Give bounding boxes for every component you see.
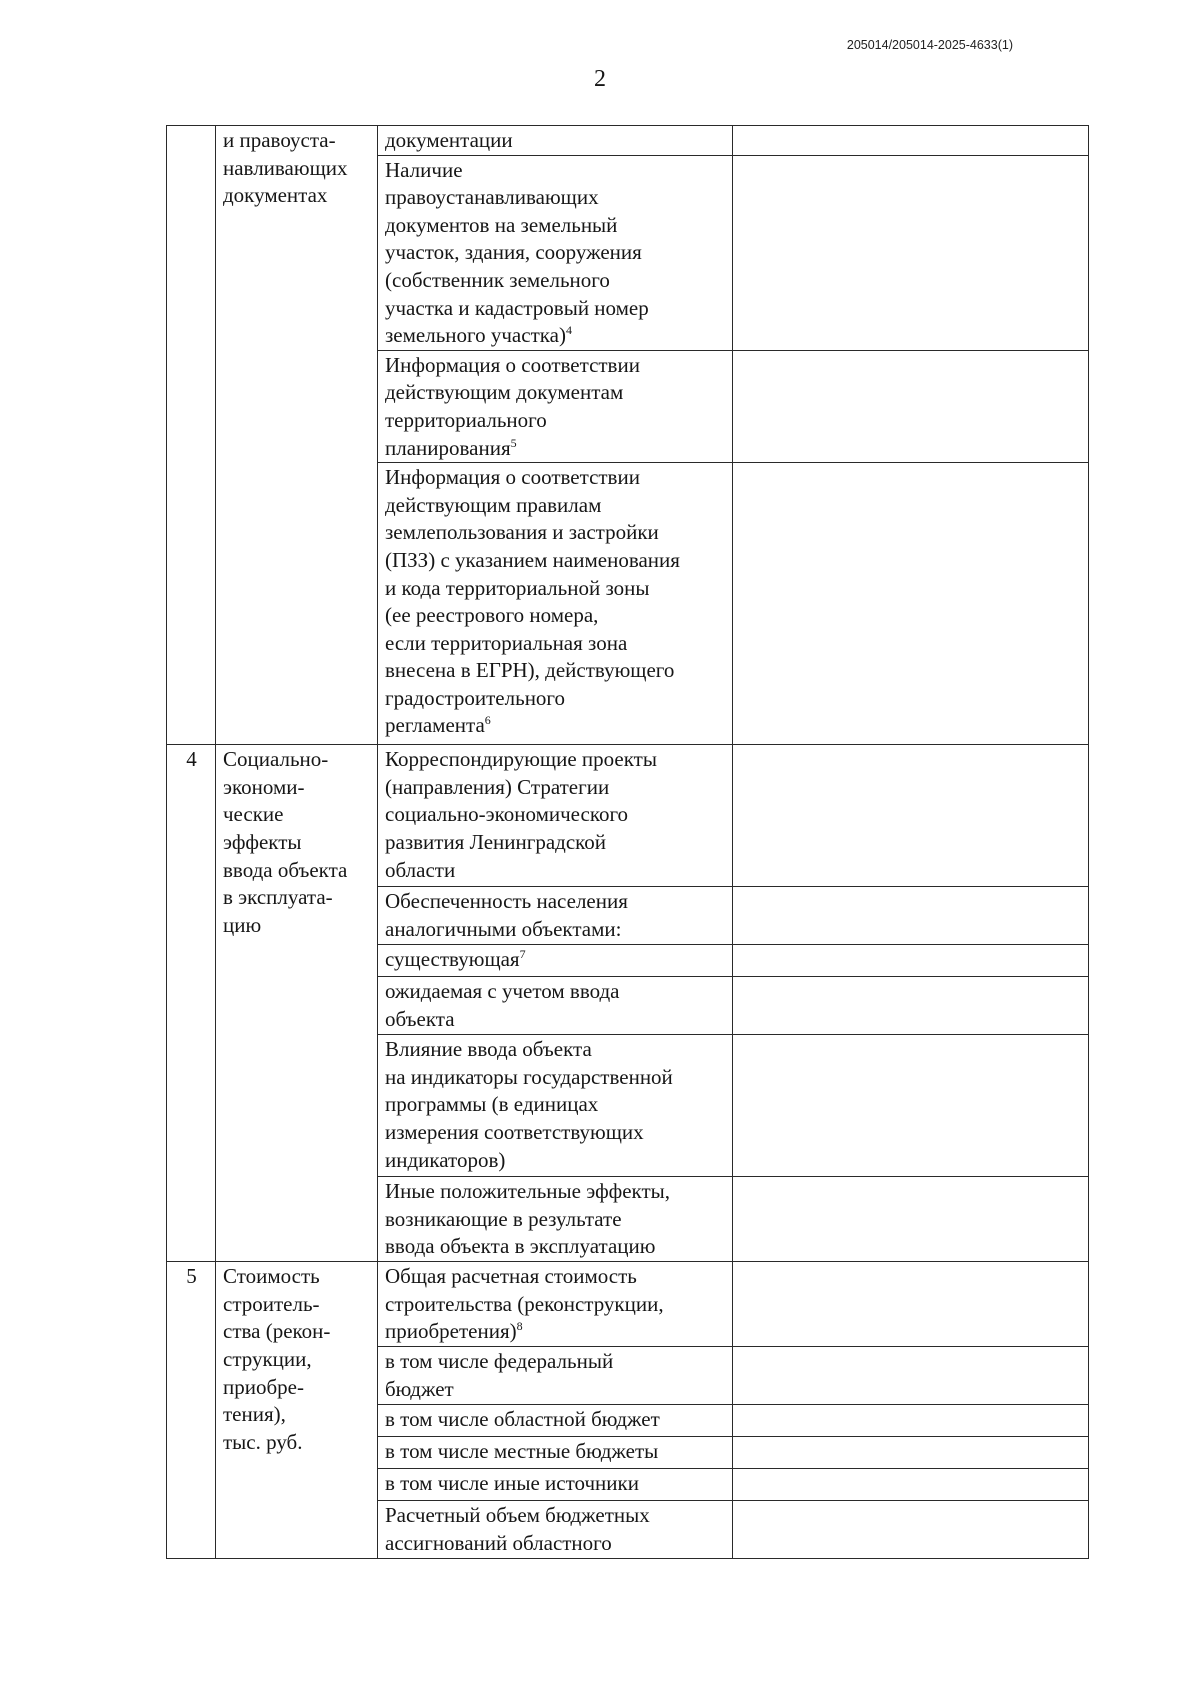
indicator-cell bbox=[378, 155, 733, 350]
indicator-text: программы (в единицах bbox=[385, 1092, 599, 1117]
indicator-line bbox=[385, 157, 726, 185]
indicator-text: Влияние ввода объекта bbox=[385, 1037, 592, 1062]
indicator-text: Иные положительные эффекты, bbox=[385, 1179, 670, 1204]
indicator-cell bbox=[378, 1177, 733, 1262]
indicator-line bbox=[385, 1064, 726, 1092]
indicator-line bbox=[385, 1318, 726, 1346]
document-id: 205014/205014-2025-4633(1) bbox=[846, 38, 1013, 52]
indicator-cell bbox=[378, 1437, 733, 1469]
indicator-line bbox=[385, 1091, 726, 1119]
indicator-text: ожидаемая с учетом ввода bbox=[385, 979, 620, 1004]
indicator-cell bbox=[378, 1501, 733, 1559]
indicator-line bbox=[385, 1147, 726, 1175]
indicator-line bbox=[385, 657, 726, 685]
row-number: 5 bbox=[186, 1264, 197, 1289]
indicator-text: существующая bbox=[385, 947, 520, 972]
section-title-line: цию bbox=[223, 912, 262, 937]
indicator-cell bbox=[378, 887, 733, 945]
section-title-line: Социально- bbox=[223, 747, 329, 772]
value-cell bbox=[733, 350, 1089, 462]
indicator-cell bbox=[378, 126, 733, 156]
indicator-text: планирования bbox=[385, 435, 511, 460]
indicator-cell bbox=[378, 1347, 733, 1405]
indicator-text: индикаторов) bbox=[385, 1147, 506, 1172]
indicator-text: измерения соответствующих bbox=[385, 1119, 644, 1144]
indicator-text: регламента bbox=[385, 713, 485, 738]
indicator-line bbox=[385, 1406, 726, 1434]
row-number-cell bbox=[167, 1262, 216, 1559]
indicator-cell bbox=[378, 977, 733, 1035]
indicator-text: Общая расчетная стоимость bbox=[385, 1264, 637, 1289]
section-title-cell bbox=[216, 745, 378, 1262]
indicator-text: правоустанавливающих bbox=[385, 185, 599, 210]
indicator-line bbox=[385, 1291, 726, 1319]
indicator-line bbox=[385, 1502, 726, 1530]
table-row bbox=[167, 1262, 1089, 1347]
indicator-line bbox=[385, 239, 726, 267]
section-title-line: эффекты bbox=[223, 829, 302, 854]
indicator-text: внесена в ЕГРН), действующего bbox=[385, 658, 675, 683]
indicator-text: градостроительного bbox=[385, 685, 566, 710]
indicator-text: действующим документам bbox=[385, 380, 624, 405]
indicator-line bbox=[385, 746, 726, 774]
indicator-line bbox=[385, 946, 726, 974]
indicator-line bbox=[385, 888, 726, 916]
indicator-text: Корреспондирующие проекты bbox=[385, 747, 657, 772]
indicator-line bbox=[385, 322, 726, 350]
indicator-text: (ПЗЗ) с указанием наименования bbox=[385, 547, 680, 572]
indicator-cell bbox=[378, 945, 733, 977]
section-title-cell bbox=[216, 1262, 378, 1559]
document-table bbox=[166, 125, 1089, 1559]
indicator-text: документов на земельный bbox=[385, 212, 618, 237]
section-title-line: тыс. руб. bbox=[223, 1429, 303, 1454]
value-cell bbox=[733, 945, 1089, 977]
value-cell bbox=[733, 887, 1089, 945]
value-cell bbox=[733, 1035, 1089, 1177]
section-title-line: приобре- bbox=[223, 1374, 304, 1399]
indicator-text: участка и кадастровый номер bbox=[385, 295, 649, 320]
indicator-line bbox=[385, 492, 726, 520]
indicator-cell bbox=[378, 463, 733, 745]
section-title-line: экономи- bbox=[223, 774, 305, 799]
indicator-line bbox=[385, 1006, 726, 1034]
row-number-cell bbox=[167, 126, 216, 745]
indicator-line bbox=[385, 801, 726, 829]
indicator-text: приобретения) bbox=[385, 1319, 517, 1344]
value-cell bbox=[733, 1347, 1089, 1405]
indicator-text: Информация о соответствии bbox=[385, 465, 640, 490]
indicator-text: в том числе иные источники bbox=[385, 1471, 639, 1496]
table-row bbox=[167, 745, 1089, 887]
indicator-line bbox=[385, 1206, 726, 1234]
value-cell bbox=[733, 1177, 1089, 1262]
indicator-text: землепользования и застройки bbox=[385, 520, 659, 545]
indicator-line bbox=[385, 575, 726, 603]
footnote-marker: 7 bbox=[519, 947, 526, 962]
indicator-text: бюджет bbox=[385, 1376, 454, 1401]
indicator-line bbox=[385, 1470, 726, 1498]
indicator-text: Расчетный объем бюджетных bbox=[385, 1503, 650, 1528]
indicator-text: строительства (реконструкции, bbox=[385, 1291, 664, 1316]
indicator-line bbox=[385, 1530, 726, 1558]
indicator-cell bbox=[378, 1405, 733, 1437]
indicator-text: (собственник земельного bbox=[385, 267, 610, 292]
indicator-line bbox=[385, 1119, 726, 1147]
indicator-text: аналогичными объектами: bbox=[385, 916, 622, 941]
indicator-line bbox=[385, 127, 726, 155]
value-cell bbox=[733, 1469, 1089, 1501]
indicator-cell bbox=[378, 1262, 733, 1347]
indicator-cell bbox=[378, 1035, 733, 1177]
section-title-line: строитель- bbox=[223, 1291, 320, 1316]
indicator-line bbox=[385, 184, 726, 212]
indicator-cell bbox=[378, 350, 733, 462]
value-cell bbox=[733, 155, 1089, 350]
indicator-line bbox=[385, 212, 726, 240]
indicator-text: участок, здания, сооружения bbox=[385, 240, 642, 265]
section-title-cell bbox=[216, 126, 378, 745]
indicator-line bbox=[385, 857, 726, 885]
section-title-line: и правоуста- bbox=[223, 128, 336, 152]
indicator-text: Наличие bbox=[385, 157, 463, 182]
indicator-text: (направления) Стратегии bbox=[385, 774, 610, 799]
section-title-line: ческие bbox=[223, 802, 284, 827]
indicator-line bbox=[385, 712, 726, 740]
footnote-marker: 8 bbox=[516, 1319, 523, 1334]
indicator-line bbox=[385, 267, 726, 295]
value-cell bbox=[733, 1262, 1089, 1347]
indicator-line bbox=[385, 829, 726, 857]
value-cell bbox=[733, 977, 1089, 1035]
value-cell bbox=[733, 745, 1089, 887]
indicator-line bbox=[385, 407, 726, 435]
value-cell bbox=[733, 126, 1089, 156]
indicator-line bbox=[385, 435, 726, 463]
section-title-line: документах bbox=[223, 183, 328, 208]
footnote-marker: 6 bbox=[484, 713, 491, 728]
value-cell bbox=[733, 1405, 1089, 1437]
indicator-line bbox=[385, 978, 726, 1006]
indicator-line bbox=[385, 1438, 726, 1466]
indicator-line bbox=[385, 1233, 726, 1261]
indicator-text: объекта bbox=[385, 1006, 455, 1031]
indicator-text: области bbox=[385, 857, 456, 882]
indicator-text: развития Ленинградской bbox=[385, 829, 607, 854]
page-number: 2 bbox=[594, 66, 606, 92]
indicator-text: документации bbox=[385, 128, 513, 152]
value-cell bbox=[733, 1437, 1089, 1469]
section-title-line: Стоимость bbox=[223, 1264, 320, 1289]
indicator-text: территориального bbox=[385, 407, 547, 432]
indicator-line bbox=[385, 295, 726, 323]
indicator-text: в том числе федеральный bbox=[385, 1349, 614, 1374]
indicator-line bbox=[385, 1376, 726, 1404]
indicator-text: Обеспеченность населения bbox=[385, 889, 628, 914]
value-cell bbox=[733, 463, 1089, 745]
indicator-text: (ее реестрового номера, bbox=[385, 603, 599, 628]
indicator-text: в том числе местные бюджеты bbox=[385, 1439, 659, 1464]
indicator-line bbox=[385, 352, 726, 380]
indicator-text: действующим правилам bbox=[385, 492, 602, 517]
indicator-text: ассигнований областного bbox=[385, 1530, 612, 1555]
row-number: 4 bbox=[186, 747, 197, 772]
footnote-marker: 4 bbox=[565, 323, 572, 338]
indicator-line bbox=[385, 916, 726, 944]
indicator-text: Информация о соответствии bbox=[385, 352, 640, 377]
footnote-marker: 5 bbox=[510, 435, 517, 450]
indicator-text: на индикаторы государственной bbox=[385, 1064, 673, 1089]
value-cell bbox=[733, 1501, 1089, 1559]
indicator-text: и кода территориальной зоны bbox=[385, 575, 650, 600]
indicator-line bbox=[385, 519, 726, 547]
indicator-line bbox=[385, 685, 726, 713]
indicator-line bbox=[385, 1036, 726, 1064]
indicator-text: в том числе областной бюджет bbox=[385, 1407, 660, 1432]
indicator-cell bbox=[378, 1469, 733, 1501]
table-row bbox=[167, 126, 1089, 156]
section-title-line: ства (рекон- bbox=[223, 1319, 331, 1344]
section-title-line: тения), bbox=[223, 1402, 286, 1427]
indicator-line bbox=[385, 1348, 726, 1376]
indicator-text: земельного участка) bbox=[385, 323, 566, 348]
indicator-line bbox=[385, 774, 726, 802]
indicator-text: если территориальная зона bbox=[385, 630, 628, 655]
indicator-cell bbox=[378, 745, 733, 887]
indicator-line bbox=[385, 630, 726, 658]
row-number-cell bbox=[167, 745, 216, 1262]
section-title-line: навливающих bbox=[223, 155, 348, 180]
section-title-line: ввода объекта bbox=[223, 857, 348, 882]
section-title-line: струкции, bbox=[223, 1346, 312, 1371]
indicator-line bbox=[385, 547, 726, 575]
indicator-line bbox=[385, 1263, 726, 1291]
indicator-line bbox=[385, 1178, 726, 1206]
section-title-line: в эксплуата- bbox=[223, 885, 333, 910]
indicator-line bbox=[385, 379, 726, 407]
indicator-line bbox=[385, 464, 726, 492]
indicator-text: возникающие в результате bbox=[385, 1206, 622, 1231]
indicator-line bbox=[385, 602, 726, 630]
indicator-text: ввода объекта в эксплуатацию bbox=[385, 1234, 656, 1259]
indicator-text: социально-экономического bbox=[385, 802, 629, 827]
